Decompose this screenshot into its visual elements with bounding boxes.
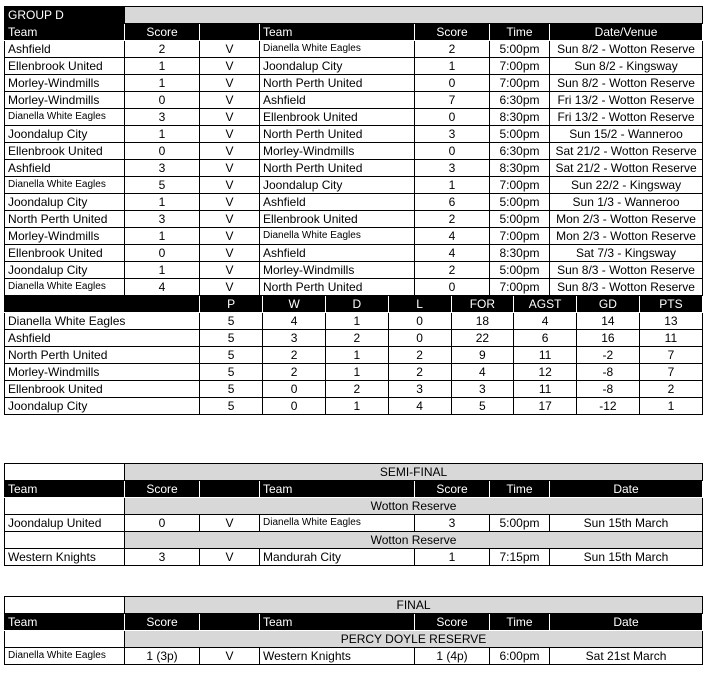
standings-value-gd: -2	[577, 347, 640, 363]
standings-value-p: 5	[227, 382, 235, 396]
fixture-home-team: Ashfield	[5, 41, 125, 58]
standings-value-p: 5	[227, 365, 235, 379]
standings-team: Ashfield	[5, 330, 200, 347]
semi-away-score: 3	[415, 515, 490, 532]
fixture-row	[5, 194, 703, 211]
header-venue: Date/Venue	[550, 24, 703, 41]
standings-value-agst: 11	[514, 381, 577, 397]
standings-value-d: 2	[326, 381, 389, 397]
fixture-venue: Sun 8/2 - Wotton Reserve	[550, 41, 703, 58]
standings-value-d: 2	[326, 330, 389, 346]
semi-away-team: Dianella White Eagles	[260, 515, 415, 532]
fixture-home-team: Dianella White Eagles	[5, 279, 125, 296]
fixture-row	[5, 58, 703, 75]
fixture-row	[5, 143, 703, 160]
fixture-time: 8:30pm	[490, 109, 550, 126]
final-date: Sat 21st March	[550, 648, 703, 665]
standings-value-p: 5	[227, 399, 235, 413]
fixture-vs: V	[200, 177, 260, 194]
fixtures-header-row	[5, 24, 703, 41]
standings-header-w: W	[263, 296, 326, 312]
standings-header-row	[5, 296, 703, 313]
standings-value-for: 18	[451, 313, 514, 329]
fixture-vs: V	[200, 160, 260, 177]
semi-header-team-2: Team	[260, 481, 415, 498]
standings-value-pts: 7	[639, 364, 702, 380]
fixture-vs: V	[200, 211, 260, 228]
fixture-home-team: Morley-Windmills	[5, 75, 125, 92]
final-home-score: 1 (3p)	[125, 648, 200, 665]
standings-header-for: FOR	[451, 296, 514, 312]
standings-value-for: 5	[451, 398, 514, 414]
semi-title-row	[5, 464, 703, 481]
fixture-row	[5, 177, 703, 194]
standings-value-agst: 6	[514, 330, 577, 346]
fixture-home-score: 0	[125, 245, 200, 262]
fixture-time: 7:00pm	[490, 75, 550, 92]
standings-value-w: 3	[263, 330, 326, 346]
standings-header-l: L	[388, 296, 451, 312]
standings-team: Ellenbrook United	[5, 381, 200, 398]
header-team-2: Team	[260, 24, 415, 41]
fixture-row	[5, 75, 703, 92]
fixture-home-team: Joondalup City	[5, 126, 125, 143]
standings-value-pts: 7	[639, 347, 702, 363]
fixture-away-team: Morley-Windmills	[260, 262, 415, 279]
fixture-venue: Sat 21/2 - Wotton Reserve	[550, 160, 703, 177]
standings-value-gd: 16	[577, 330, 640, 346]
fixture-home-team: Ashfield	[5, 160, 125, 177]
standings-row	[5, 398, 703, 415]
final-header-row	[5, 614, 703, 631]
standings-team: North Perth United	[5, 347, 200, 364]
standings-value-d: 1	[326, 364, 389, 380]
header-time: Time	[490, 24, 550, 41]
fixture-home-score: 0	[125, 92, 200, 109]
fixture-away-team: North Perth United	[260, 75, 415, 92]
standings-value-w: 0	[263, 381, 326, 397]
fixture-vs: V	[200, 245, 260, 262]
fixture-home-team: Ellenbrook United	[5, 245, 125, 262]
fixture-venue: Sun 8/2 - Kingsway	[550, 58, 703, 75]
semi-time: 5:00pm	[490, 515, 550, 532]
standings-value-for: 4	[451, 364, 514, 380]
fixture-venue: Sun 1/3 - Wanneroo	[550, 194, 703, 211]
fixture-away-team: Dianella White Eagles	[260, 41, 415, 58]
fixture-time: 7:00pm	[490, 228, 550, 245]
fixture-away-team: Ashfield	[260, 245, 415, 262]
fixture-time: 6:30pm	[490, 92, 550, 109]
fixture-away-score: 4	[415, 245, 490, 262]
fixture-away-score: 4	[415, 228, 490, 245]
fixture-home-score: 1	[125, 58, 200, 75]
semi-header-score: Score	[125, 481, 200, 498]
fixture-home-team: Ellenbrook United	[5, 143, 125, 160]
final-venue: PERCY DOYLE RESERVE	[125, 631, 703, 648]
fixture-away-team: Ashfield	[260, 194, 415, 211]
fixture-venue: Mon 2/3 - Wotton Reserve	[550, 228, 703, 245]
fixture-away-score: 1	[415, 58, 490, 75]
fixture-row	[5, 262, 703, 279]
fixture-time: 5:00pm	[490, 262, 550, 279]
final-match-row	[5, 648, 703, 665]
semi-header-time: Time	[490, 481, 550, 498]
final-home-team: Dianella White Eagles	[5, 648, 125, 665]
fixture-venue: Mon 2/3 - Wotton Reserve	[550, 211, 703, 228]
standings-value-gd: -12	[577, 398, 640, 414]
standings-value-d: 1	[326, 313, 389, 329]
fixture-row	[5, 92, 703, 109]
standings-value-w: 2	[263, 364, 326, 380]
standings-value-d: 1	[326, 347, 389, 363]
standings-header-gd: GD	[577, 296, 640, 312]
final-away-score: 1 (4p)	[415, 648, 490, 665]
standings-value-pts: 1	[639, 398, 702, 414]
fixture-home-team: Dianella White Eagles	[5, 109, 125, 126]
standings-team: Morley-Windmills	[5, 364, 200, 381]
header-score-2: Score	[415, 24, 490, 41]
final-header-score-2: Score	[415, 614, 490, 631]
fixture-row	[5, 211, 703, 228]
standings-row	[5, 381, 703, 398]
semi-away-team: Mandurah City	[260, 549, 415, 566]
fixture-home-team: Morley-Windmills	[5, 228, 125, 245]
fixture-row	[5, 126, 703, 143]
standings-value-l: 0	[388, 330, 451, 346]
fixture-venue: Sun 8/3 - Wotton Reserve	[550, 262, 703, 279]
fixture-home-score: 1	[125, 194, 200, 211]
semi-home-score: 0	[125, 515, 200, 532]
semi-match-row	[5, 515, 703, 532]
fixture-away-score: 0	[415, 279, 490, 296]
fixture-home-score: 3	[125, 160, 200, 177]
final-header-time: Time	[490, 614, 550, 631]
standings-value-w: 2	[263, 347, 326, 363]
semi-venue: Wotton Reserve	[125, 532, 703, 549]
semi-header-date: Date	[550, 481, 703, 498]
fixture-away-score: 0	[415, 109, 490, 126]
fixture-time: 5:00pm	[490, 126, 550, 143]
standings-value-gd: 14	[577, 313, 640, 329]
standings-value-pts: 13	[639, 313, 702, 329]
semi-vs: V	[200, 515, 260, 532]
fixture-away-score: 3	[415, 126, 490, 143]
group-d-table	[4, 6, 703, 415]
final-title: FINAL	[125, 597, 703, 614]
fixture-vs: V	[200, 109, 260, 126]
fixture-away-team: Joondalup City	[260, 58, 415, 75]
final-table	[4, 596, 703, 665]
fixture-home-score: 0	[125, 143, 200, 160]
standings-header-agst: AGST	[514, 296, 577, 312]
fixture-vs: V	[200, 143, 260, 160]
fixture-away-score: 2	[415, 262, 490, 279]
fixture-away-score: 6	[415, 194, 490, 211]
fixture-away-team: Ellenbrook United	[260, 109, 415, 126]
standings-header-d: D	[326, 296, 389, 312]
standings-value-gd: -8	[577, 381, 640, 397]
fixture-time: 5:00pm	[490, 194, 550, 211]
standings-row	[5, 364, 703, 381]
semi-final-table	[4, 463, 703, 566]
group-title-row	[5, 7, 703, 24]
fixture-home-score: 1	[125, 228, 200, 245]
standings-value-l: 0	[388, 313, 451, 329]
fixture-away-score: 1	[415, 177, 490, 194]
standings-header-pts: PTS	[639, 296, 702, 312]
fixture-vs: V	[200, 92, 260, 109]
fixture-venue: Sat 7/3 - Kingsway	[550, 245, 703, 262]
fixture-home-score: 1	[125, 75, 200, 92]
semi-date: Sun 15th March	[550, 515, 703, 532]
fixture-vs: V	[200, 279, 260, 296]
standings-value-pts: 2	[639, 381, 702, 397]
fixture-venue: Sun 8/2 - Wotton Reserve	[550, 75, 703, 92]
standings-row	[5, 330, 703, 347]
fixture-home-score: 5	[125, 177, 200, 194]
fixture-away-team: North Perth United	[260, 160, 415, 177]
fixture-row	[5, 279, 703, 296]
standings-value-w: 0	[263, 398, 326, 414]
fixture-venue: Sun 8/3 - Wotton Reserve	[550, 279, 703, 296]
standings-row	[5, 347, 703, 364]
fixture-home-team: Ellenbrook United	[5, 58, 125, 75]
semi-home-team: Western Knights	[5, 549, 125, 566]
fixture-venue: Fri 13/2 - Wotton Reserve	[550, 92, 703, 109]
fixture-away-team: North Perth United	[260, 126, 415, 143]
fixture-time: 7:00pm	[490, 58, 550, 75]
standings-value-p: 5	[227, 331, 235, 345]
fixture-venue: Fri 13/2 - Wotton Reserve	[550, 109, 703, 126]
standings-value-pts: 11	[639, 330, 702, 346]
fixture-vs: V	[200, 228, 260, 245]
fixture-away-team: Dianella White Eagles	[260, 228, 415, 245]
fixture-away-score: 2	[415, 211, 490, 228]
standings-value-d: 1	[326, 398, 389, 414]
fixture-away-team: Morley-Windmills	[260, 143, 415, 160]
standings-value-l: 3	[388, 381, 451, 397]
fixture-home-score: 2	[125, 41, 200, 58]
fixture-row	[5, 41, 703, 58]
fixture-away-score: 3	[415, 160, 490, 177]
header-team: Team	[5, 24, 125, 41]
fixture-away-score: 0	[415, 75, 490, 92]
fixture-row	[5, 109, 703, 126]
standings-team: Joondalup City	[5, 398, 200, 415]
fixture-away-score: 2	[415, 41, 490, 58]
semi-venue: Wotton Reserve	[125, 498, 703, 515]
fixture-vs: V	[200, 41, 260, 58]
standings-header-p: P	[200, 296, 263, 312]
final-venue-row	[5, 631, 703, 648]
standings-value-agst: 12	[514, 364, 577, 380]
standings-team: Dianella White Eagles	[5, 313, 200, 330]
fixture-vs: V	[200, 262, 260, 279]
standings-value-l: 2	[388, 347, 451, 363]
group-title: GROUP D	[5, 7, 125, 24]
semi-vs: V	[200, 549, 260, 566]
fixture-venue: Sat 21/2 - Wotton Reserve	[550, 143, 703, 160]
standings-value-w: 4	[263, 313, 326, 329]
semi-home-score: 3	[125, 549, 200, 566]
final-header-date: Date	[550, 614, 703, 631]
fixture-row	[5, 245, 703, 262]
fixture-time: 8:30pm	[490, 160, 550, 177]
fixture-home-score: 1	[125, 126, 200, 143]
semi-home-team: Joondalup United	[5, 515, 125, 532]
fixture-vs: V	[200, 194, 260, 211]
standings-value-gd: -8	[577, 364, 640, 380]
final-title-row	[5, 597, 703, 614]
fixture-home-team: Joondalup City	[5, 194, 125, 211]
fixture-home-score: 3	[125, 211, 200, 228]
semi-time: 7:15pm	[490, 549, 550, 566]
standings-value-l: 4	[388, 398, 451, 414]
fixture-home-team: Joondalup City	[5, 262, 125, 279]
standings-value-p: 5	[227, 348, 235, 362]
semi-away-score: 1	[415, 549, 490, 566]
fixture-time: 6:30pm	[490, 143, 550, 160]
standings-value-for: 22	[451, 330, 514, 346]
fixture-vs: V	[200, 75, 260, 92]
fixture-time: 8:30pm	[490, 245, 550, 262]
standings-value-agst: 17	[514, 398, 577, 414]
semi-header-team: Team	[5, 481, 125, 498]
semi-header-score-2: Score	[415, 481, 490, 498]
fixture-away-team: Ellenbrook United	[260, 211, 415, 228]
fixture-away-team: Ashfield	[260, 92, 415, 109]
standings-value-agst: 11	[514, 347, 577, 363]
fixture-away-team: Joondalup City	[260, 177, 415, 194]
standings-value-agst: 4	[514, 313, 577, 329]
final-header-score: Score	[125, 614, 200, 631]
final-time: 6:00pm	[490, 648, 550, 665]
fixture-venue: Sun 22/2 - Kingsway	[550, 177, 703, 194]
fixture-time: 5:00pm	[490, 41, 550, 58]
fixture-time: 7:00pm	[490, 177, 550, 194]
fixture-vs: V	[200, 126, 260, 143]
final-header-team: Team	[5, 614, 125, 631]
fixture-away-team: North Perth United	[260, 279, 415, 296]
final-vs: V	[200, 648, 260, 665]
fixture-venue: Sun 15/2 - Wanneroo	[550, 126, 703, 143]
fixture-vs: V	[200, 58, 260, 75]
standings-value-l: 2	[388, 364, 451, 380]
fixture-time: 7:00pm	[490, 279, 550, 296]
fixture-home-team: Dianella White Eagles	[5, 177, 125, 194]
final-away-team: Western Knights	[260, 648, 415, 665]
semi-header-row	[5, 481, 703, 498]
semi-title: SEMI-FINAL	[125, 464, 703, 481]
fixture-away-score: 7	[415, 92, 490, 109]
semi-date: Sun 15th March	[550, 549, 703, 566]
standings-value-for: 3	[451, 381, 514, 397]
semi-venue-row	[5, 532, 703, 549]
fixture-home-team: North Perth United	[5, 211, 125, 228]
semi-match-row	[5, 549, 703, 566]
fixture-away-score: 0	[415, 143, 490, 160]
fixture-home-score: 1	[125, 262, 200, 279]
fixture-time: 5:00pm	[490, 211, 550, 228]
fixture-row	[5, 160, 703, 177]
fixture-row	[5, 228, 703, 245]
standings-value-p: 5	[227, 314, 235, 328]
final-header-team-2: Team	[260, 614, 415, 631]
standings-row	[5, 313, 703, 330]
standings-value-for: 9	[451, 347, 514, 363]
fixture-home-team: Morley-Windmills	[5, 92, 125, 109]
semi-venue-row	[5, 498, 703, 515]
fixture-home-score: 4	[125, 279, 200, 296]
header-score: Score	[125, 24, 200, 41]
fixture-home-score: 3	[125, 109, 200, 126]
